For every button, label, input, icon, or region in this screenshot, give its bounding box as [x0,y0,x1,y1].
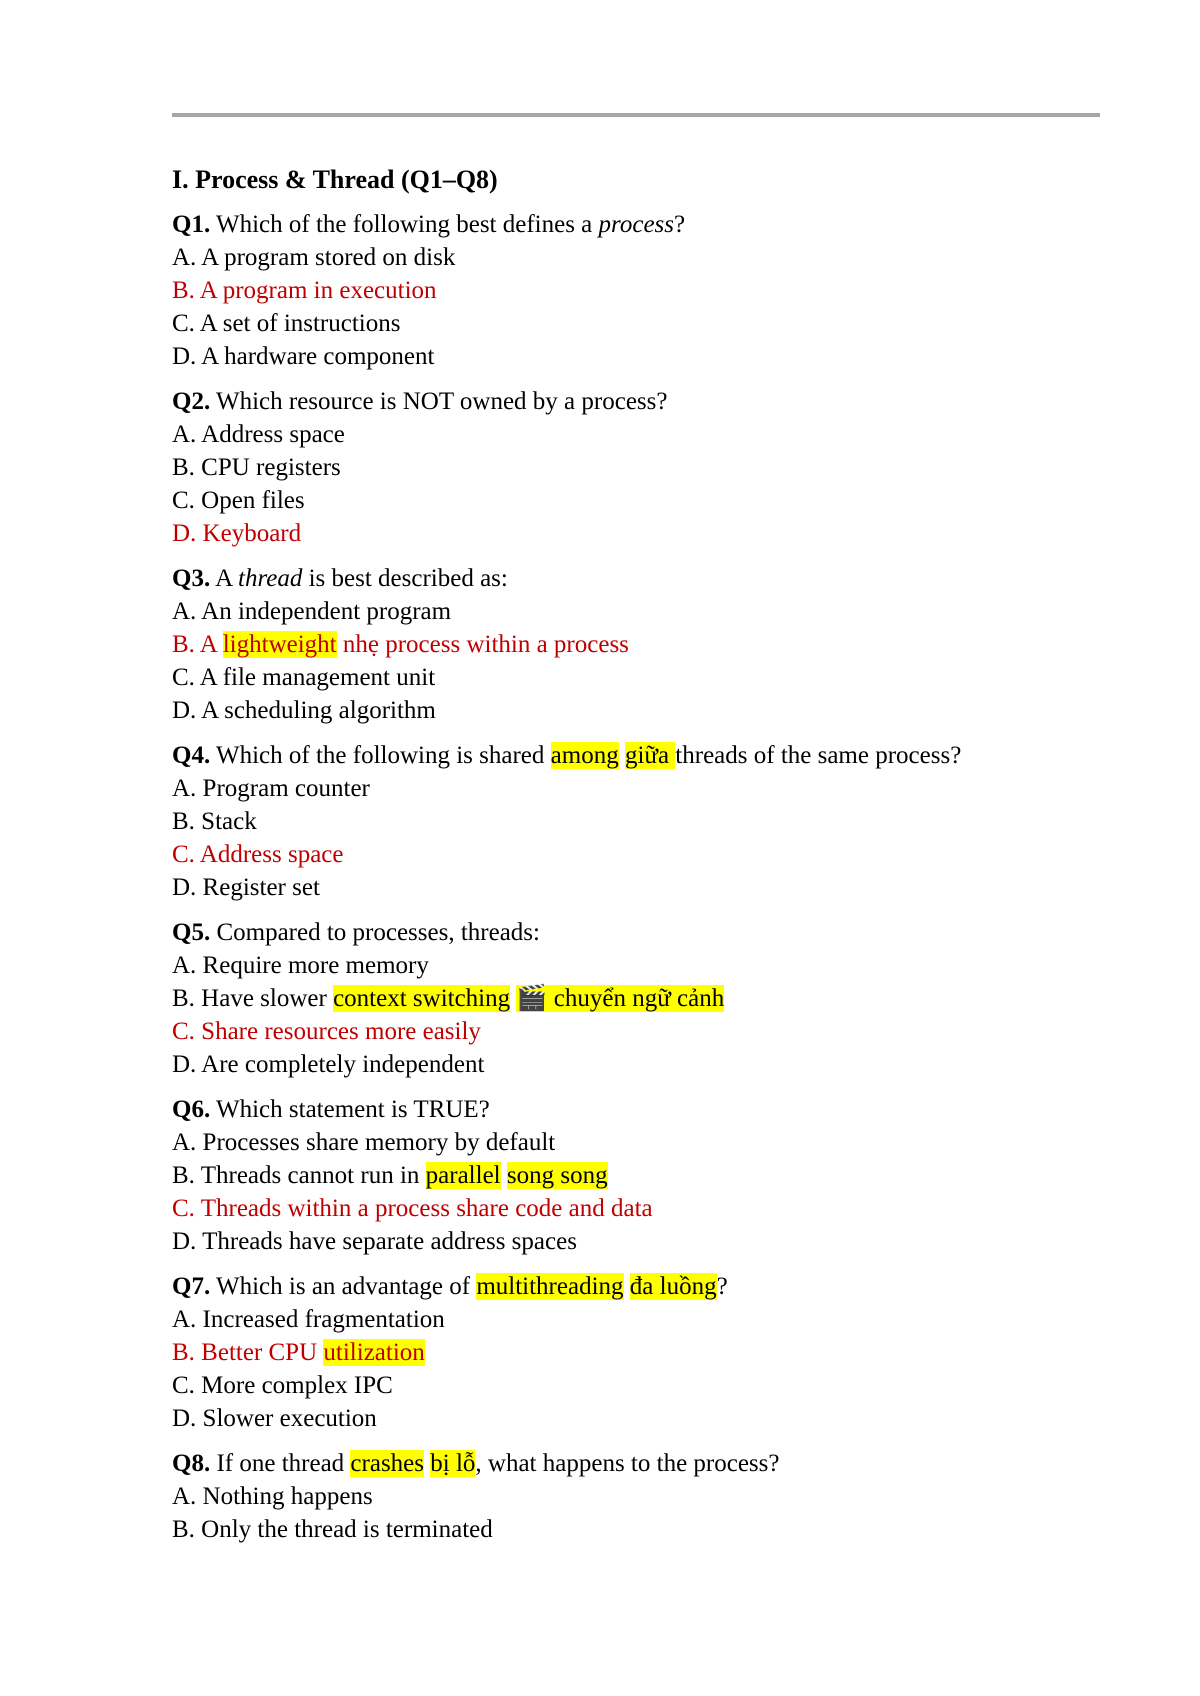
highlighted-term: parallel [425,1162,501,1189]
question-text-part: is best described as: [302,565,508,592]
option-text-part: nhẹ process within a process [336,631,629,658]
option-d: D. Slower execution [172,1405,377,1432]
highlighted-translation: giữa [624,742,676,769]
highlighted-translation: đa luồng [629,1273,717,1300]
question-number: Q8. [172,1450,211,1477]
option-a: A. Increased fragmentation [172,1306,445,1333]
highlighted-translation: song song [506,1162,608,1189]
spacer [624,1273,630,1300]
horizontal-rule [172,113,1100,117]
question-2 [172,385,1112,550]
option-c: C. A file management unit [172,664,436,691]
option-c-correct: C. Threads within a process share code and data [172,1195,653,1222]
question-text-part: If one thread [210,1450,351,1477]
option-a: A. Address space [172,421,345,448]
question-number: Q6. [172,1096,211,1123]
option-d: D. Are completely independent [172,1051,485,1078]
question-text-part: Which statement is TRUE? [210,1096,490,1123]
option-text-part: B. Threads cannot run in [172,1162,426,1189]
italic-term: thread [238,565,303,592]
option-d: D. A hardware component [172,343,435,370]
question-text [172,562,1112,595]
question-5 [172,916,1112,1081]
question-text [172,916,1112,949]
option-a: A. Nothing happens [172,1483,373,1510]
option-a: A. Program counter [172,775,370,802]
option-d: D. A scheduling algorithm [172,697,436,724]
question-number: Q5. [172,919,211,946]
highlighted-translation: bị lỗ [430,1450,476,1477]
option-text-part: B. Have slower [172,985,334,1012]
question-text-part: , what happens to the process? [475,1450,780,1477]
option-b-correct [172,628,1112,661]
question-8 [172,1447,1112,1546]
highlighted-translation: 🎬 chuyển ngữ cảnh [516,985,725,1012]
question-number: Q2. [172,388,211,415]
spacer [501,1162,507,1189]
question-text-part: Which of the following is shared [210,742,551,769]
question-number: Q1. [172,211,211,238]
option-d: D. Register set [172,874,320,901]
question-text-part: Which of the following best defines a [210,211,599,238]
question-number: Q4. [172,742,211,769]
option-a: A. A program stored on disk [172,244,456,271]
question-text [172,1270,1112,1303]
question-6 [172,1093,1112,1258]
question-text-part: ? [674,211,686,238]
question-text [172,1447,1112,1480]
option-d-correct: D. Keyboard [172,520,302,547]
highlighted-term: lightweight [222,631,337,658]
option-a: A. An independent program [172,598,452,625]
question-text [172,385,1112,418]
question-text [172,208,1112,241]
question-text-part: A [210,565,238,592]
option-text-part: B. A [172,631,223,658]
highlighted-term: context switching [333,985,511,1012]
option-b [172,1159,1112,1192]
highlighted-term: among [550,742,619,769]
section-title: I. Process & Thread (Q1–Q8) [172,165,498,194]
option-c-correct: C. Address space [172,841,344,868]
question-text-part: Which resource is NOT owned by a process? [210,388,668,415]
option-b: B. Only the thread is terminated [172,1516,493,1543]
question-7 [172,1270,1112,1435]
highlighted-term: crashes [350,1450,424,1477]
question-number: Q3. [172,565,211,592]
option-d: D. Threads have separate address spaces [172,1228,577,1255]
option-c-correct: C. Share resources more easily [172,1018,481,1045]
option-a: A. Processes share memory by default [172,1129,556,1156]
question-text-part: ? [716,1273,728,1300]
question-1 [172,208,1112,373]
question-text [172,739,1112,772]
highlighted-term: utilization [323,1339,425,1366]
highlighted-term: multithreading [476,1273,624,1300]
option-b: B. Stack [172,808,257,835]
option-c: C. More complex IPC [172,1372,393,1399]
option-b [172,982,1112,1015]
option-b-correct: B. A program in execution [172,277,437,304]
option-c: C. Open files [172,487,305,514]
question-text-part: threads of the same process? [675,742,962,769]
option-a: A. Require more memory [172,952,429,979]
option-b: B. CPU registers [172,454,341,481]
question-number: Q7. [172,1273,211,1300]
document-body [172,160,1112,1558]
question-text-part: Which is an advantage of [210,1273,477,1300]
option-text-part: B. Better CPU [172,1339,324,1366]
option-c: C. A set of instructions [172,310,401,337]
question-3 [172,562,1112,727]
question-4 [172,739,1112,904]
italic-term: process [598,211,674,238]
question-text [172,1093,1112,1126]
question-text-part: Compared to processes, threads: [210,919,540,946]
option-b-correct [172,1336,1112,1369]
